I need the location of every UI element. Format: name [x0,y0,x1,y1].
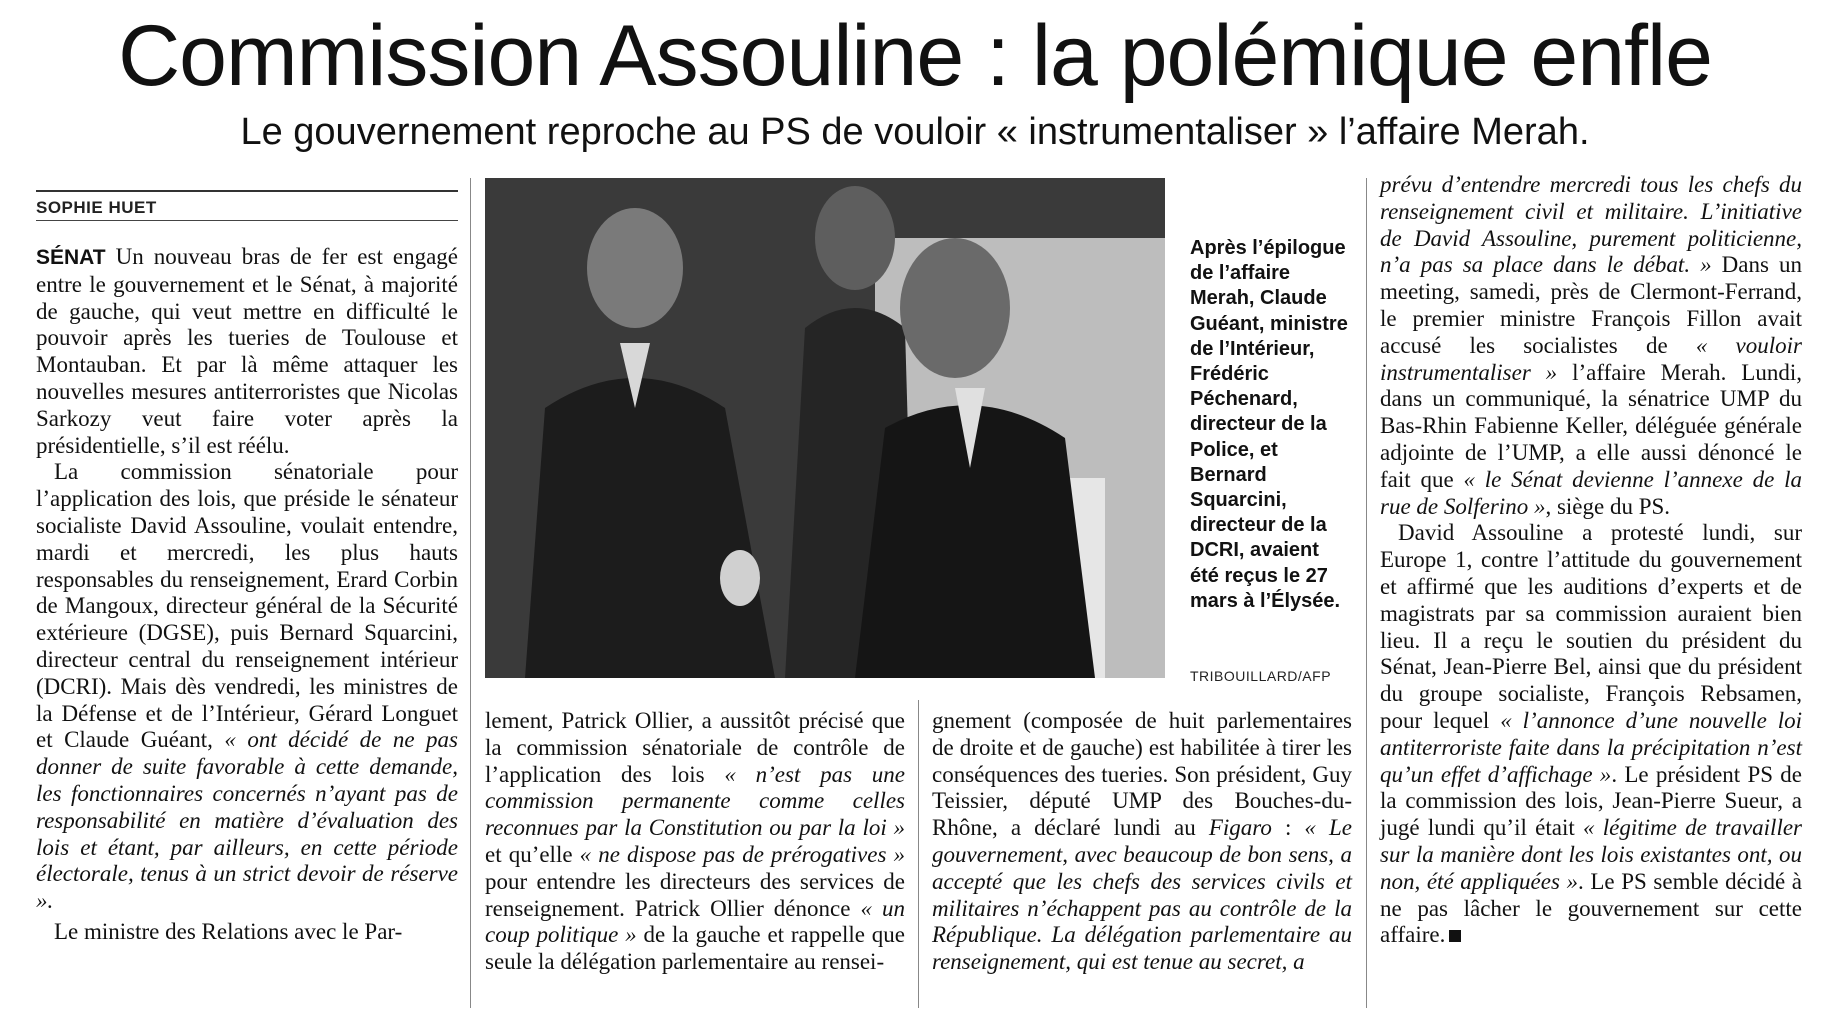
paragraph-1 [36,244,458,459]
figaro-title: Figaro [1208,815,1272,841]
col4-quote-1: prévu d’entendre mercredi tous les chefs du renseignement civil et militaire. L’initiative de David Assouline, purement politicienne, n’a pas sa place dans le débat. » [1380,172,1802,278]
byline: SOPHIE HUET [36,190,458,218]
col4-p2-text-3: . Le PS semble décidé à ne pas lâcher le gouvernement sur cette affaire. [1380,868,1802,948]
col2-text-4: de la gauche et rappelle que seule la délégation parlementaire au rensei- [485,922,905,975]
col4-text-2: l’affaire Merah. Lundi, dans un communiqué, la sénatrice UMP du Bas-Rhin Fabienne Keller, déléguée générale adjointe de l’UMP, a elle aussi dénoncé le fait que [1380,359,1802,492]
col4-p2-quote-2: « légitime de travailler sur la manière dont les lois existantes ont, ou non, été appliquées » [1380,815,1802,894]
paragraph-3 [36,919,458,946]
col3-quote-1: « Le gouvernement, avec beaucoup de bon sens, a accepté que les chefs des services civils et militaires n’échappent pas au contrôle de la République. La délégation parlementaire au renseignement, qui est tenue au secret, a [932,815,1353,975]
photo-credit: TRIBOUILLARD/AFP [1190,668,1332,684]
col4-p2-text-2: . Le président PS de la commission des lois, Jean-Pierre Sueur, a jugé lundi qu’il était [1380,761,1802,841]
paragraph-1-text: Un nouveau bras de fer est engagé entre le gouvernement et le Sénat, à majorité de gauche, qui veut mettre en difficulté le pouvoir après les tueries de Toulouse et Montauban. Et par là même attaquer les nouvelles mesures antiterroristes que Nicolas Sarkozy veut faire voter après la présidentielle, s’il est réélu. [36,244,458,458]
col2-quote-1: « n’est pas une commission permanente comme celles reconnues par la Constitution ou par la loi » [485,761,905,841]
col2-text-1: lement, Patrick Ollier, a aussitôt précisé que la commission sénatoriale de contrôle de l’application des lois [485,708,905,787]
col2-text-3: pour entendre les directeurs des services de renseignement. Patrick Ollier dénonce [485,868,905,921]
end-of-article-mark [1449,930,1461,942]
col4-text-3: , siège du PS. [1545,493,1671,519]
photo-illustration [485,178,1165,678]
subheadline: Le gouvernement reproche au PS de vouloir « instrumentaliser » l’affaire Merah. [240,111,1590,153]
kicker: SÉNAT [36,246,106,269]
col4-text-1: Dans un meeting, samedi, près de Clermont-Ferrand, le premier ministre François Fillon avait accusé les socialistes de [1380,252,1802,358]
paragraph-2-text: La commission sénatoriale pour l’application des lois, que préside le sénateur socialiste David Assouline, voulait entendre, mardi et mercredi, les plus hauts responsables du renseignement, Erard Corbin de Mangoux, directeur général de la Sécurité extérieure (DGSE), puis Bernard Squarcini, directeur central du renseignement intérieur (DCRI). Mais dès vendredi, les ministres de la Défense et de l’Intérieur, Gérard Longuet et Claude Guéant, [36,459,458,753]
headline: Commission Assouline : la polémique enfle [118,8,1712,104]
col2-text-2: et qu’elle [485,841,580,867]
article-column-1 [36,244,458,946]
col4-p2-quote-1: « l’annonce d’une nouvelle loi antiterroriste faite dans la précipitation n’est qu’un effet d’affichage » [1380,707,1802,787]
col2-quote-3: « un coup politique » [485,895,905,948]
byline-rule [36,220,458,221]
paragraph-2 [36,459,458,915]
column-divider [918,700,919,1008]
col4-p2-text-1: David Assouline a protesté lundi, sur Europe 1, contre l’attitude du gouvernement et affirmé que les auditions d’experts et de magistrats par sa commission auraient bien lieu. Il a reçu le soutien du président du Sénat, Jean-Pierre Bel, ainsi que du président du groupe socialiste, François Rebsamen, pour lequel [1380,520,1802,733]
ministers-quote: « ont décidé de ne pas donner de suite favorable à cette demande, les fonctionnaires concernés n’ayant pas de responsabilité en matière d’évaluation des lois et étant, par ailleurs, en cette période électorale, tenus à un strict devoir de réserve ». [36,727,458,914]
col3-text-2: : [1271,815,1305,841]
column-4-paragraph-1 [1380,172,1802,520]
article-column-3 [932,708,1352,976]
col4-quote-3: « le Sénat devienne l’annexe de la rue de Solferino » [1380,466,1802,519]
article-column-2 [485,708,905,976]
news-photo [485,178,1165,678]
col2-quote-2: « ne dispose pas de prérogatives » [579,841,905,867]
column-3-paragraph [932,708,1352,976]
col3-text-1: gnement (composée de huit parlementaires de droite et de gauche) est habilitée à tirer les conséquences des tueries. Son président, Guy Teissier, député UMP des Bouches-du-Rhône, a déclaré lundi au [932,708,1352,841]
paragraph-3-text: Le ministre des Relations avec le Par- [54,918,403,944]
column-4-paragraph-2 [1380,520,1802,949]
column-divider [470,178,471,1008]
column-divider [1366,178,1367,1008]
col4-quote-2: « vouloir instrumentaliser » [1380,332,1802,385]
column-2-paragraph [485,708,905,976]
photo-caption: Après l’épilogue de l’affaire Merah, Claude Guéant, ministre de l’Intérieur, Frédéric Péchenard, directeur de la Police, et Bernard Squarcini, directeur de la DCRI, avaient été reçus le 27 mars à l’Élysée. [1190,237,1348,612]
article-column-4 [1380,172,1802,949]
